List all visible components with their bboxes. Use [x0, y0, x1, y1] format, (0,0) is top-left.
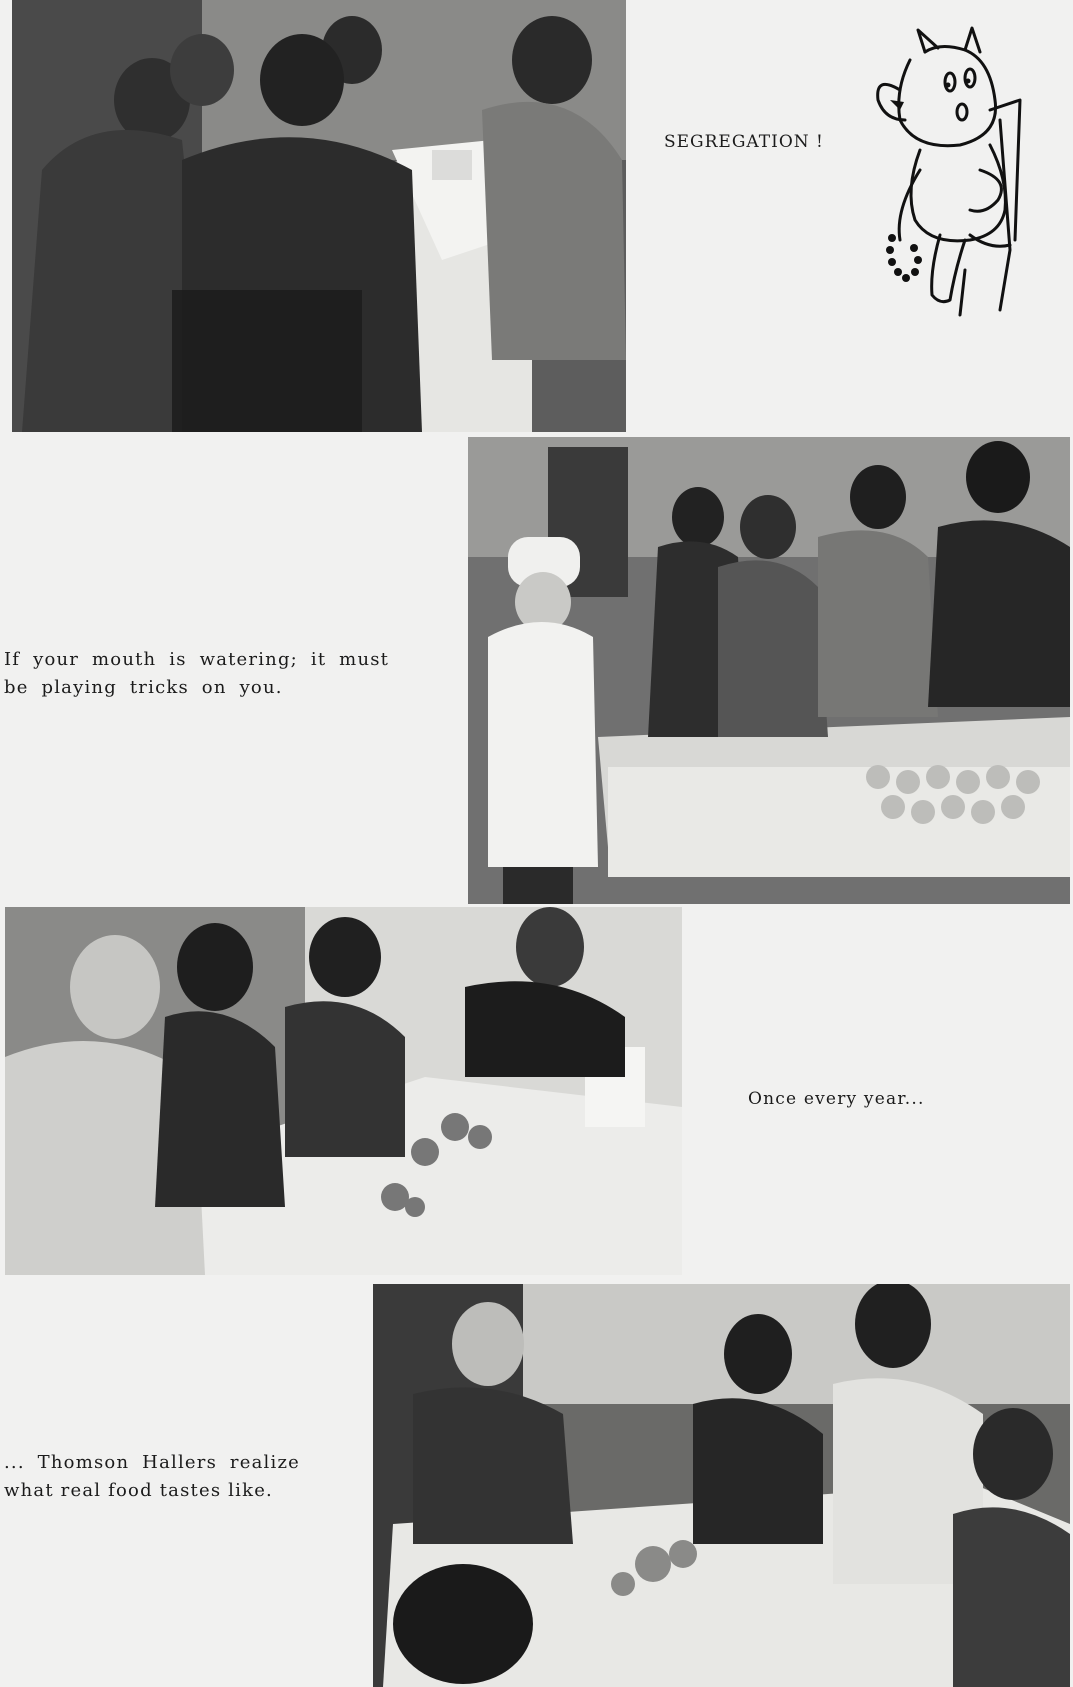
devil-cartoon-icon — [870, 20, 1050, 320]
caption-once-every-year: Once every year... — [748, 1089, 925, 1109]
caption-thomson-hallers-line2: what real food tastes like. — [4, 1480, 273, 1501]
caption-mouth-watering: If your mouth is watering; it must be playing tricks on you. — [4, 649, 390, 698]
caption-segregation: SEGREGATION ! — [664, 132, 824, 152]
caption-thomson-hallers-line1: ... Thomson Hallers realize — [4, 1452, 300, 1473]
photo-dinner-table — [5, 907, 682, 1275]
photo-thomson-hallers — [373, 1284, 1070, 1687]
photo-men-dining — [12, 0, 626, 432]
photo-chef-serving — [468, 437, 1070, 904]
